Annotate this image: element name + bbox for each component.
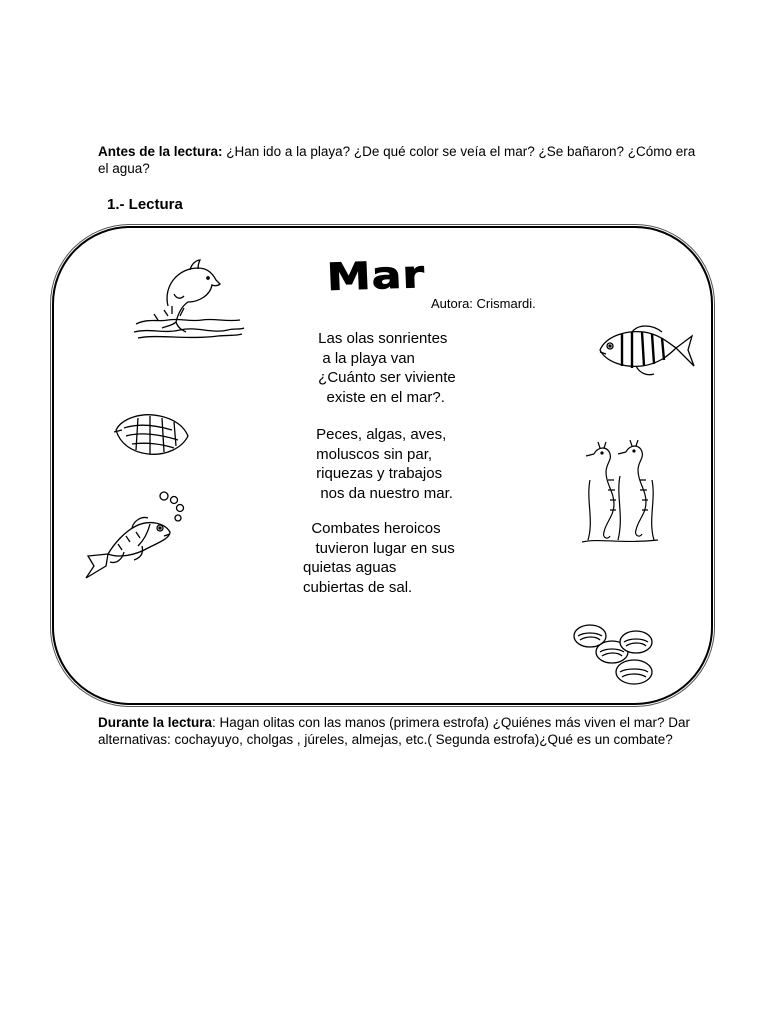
- poem-line: Las olas sonrientes: [314, 330, 448, 347]
- poem-line: quietas aguas: [303, 559, 397, 576]
- striped-fish-icon: [592, 318, 698, 388]
- before-reading-instructions: [98, 143, 698, 177]
- poem-line: riquezas y trabajos: [312, 465, 443, 482]
- during-reading-label: Durante la lectura: [98, 715, 213, 730]
- during-reading-instructions: [98, 714, 718, 748]
- poem-stanza-1: [314, 329, 456, 407]
- section-heading: 1.- Lectura: [107, 196, 183, 213]
- during-reading-text: : Hagan olitas con las manos (primera estrofa) ¿Quiénes más viven el mar? Dar alternativas: cochayuyo, cholgas , júreles, almejas, etc.( Segunda estrofa)¿Qué es un combate?: [98, 715, 690, 747]
- poem-author: Autora: Crismardi.: [431, 296, 536, 311]
- poem-line: moluscos sin par,: [312, 445, 433, 463]
- shell-icon: [112, 410, 192, 460]
- poem-line: cubiertas de sal.: [303, 578, 413, 596]
- before-reading-label: Antes de la lectura:: [98, 144, 223, 159]
- poem-line: a la playa van: [314, 349, 415, 367]
- poem-line: Combates heroicos: [303, 520, 441, 537]
- before-reading-text: ¿Han ido a la playa? ¿De qué color se veía el mar? ¿Se bañaron? ¿Cómo era el agua?: [98, 144, 696, 176]
- clams-icon: [570, 620, 662, 690]
- poem-line: tuvieron lugar en sus: [303, 539, 455, 557]
- poem-line: nos da nuestro mar.: [312, 484, 453, 502]
- seahorses-icon: [580, 440, 660, 544]
- poem-title: Mar: [326, 253, 426, 300]
- poem-line: existe en el mar?.: [314, 388, 445, 406]
- poem-stanza-2: [312, 425, 453, 503]
- poem-stanza-3: [303, 519, 455, 597]
- fish-icon: [82, 512, 178, 584]
- poem-line: ¿Cuánto ser viviente: [314, 369, 456, 386]
- dolphin-icon: [128, 256, 250, 342]
- poem-line: Peces, algas, aves,: [312, 426, 447, 443]
